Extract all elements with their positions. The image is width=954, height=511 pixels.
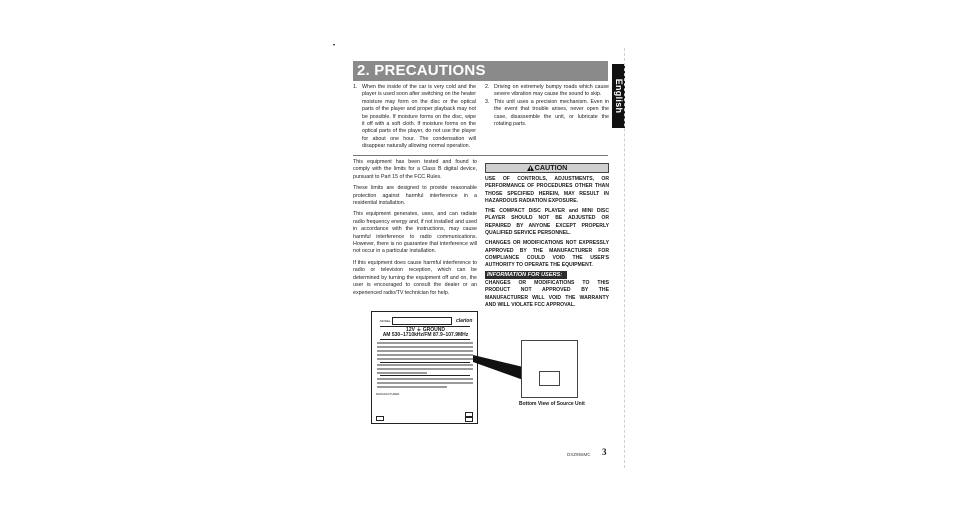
fcc-paragraph: This equipment generates, uses, and can radiate radio frequency energy and, if not installed and used in accordance with the instructions, may cause harmful interference to radio communications. However, there is no guarantee that interference will not occur in a particular installation.	[353, 211, 477, 255]
caution-title: CAUTION	[534, 163, 568, 172]
label-position-marker	[539, 371, 560, 386]
caution-paragraph: USE OF CONTROLS, ADJUSTMENTS, OR PERFORMANCE OF PROCEDURES OTHER THAN THOSE SPECIFIED HEREIN, MAY RESULT IN HAZARDOUS RADIATION EXPOSURE.	[485, 176, 609, 204]
label-model-text: MODEL	[380, 319, 391, 323]
page-dot: •	[333, 43, 336, 49]
precaution-text: Driving on extremely bumpy roads which cause severe vibration may cause the sound to skip.	[494, 84, 609, 98]
label-band: AM 530–1710kHz/FM 87.9–107.9MHz	[382, 332, 469, 338]
precaution-number: 3.	[485, 98, 490, 105]
language-tab-label: English	[613, 78, 624, 114]
info-paragraph: CHANGES OR MODIFICATIONS TO THIS PRODUCT NOT APPROVED BY THE MANUFACTURER WILL VOID THE WARRANTY AND WILL VIOLATE FCC APPROVAL.	[485, 280, 609, 308]
precaution-number: 1.	[353, 84, 358, 90]
source-unit-bottom-view	[521, 340, 578, 398]
page-number: 3	[602, 447, 607, 457]
precaution-text: When the inside of the car is very cold and the player is used soon after switching on the heater moisture may form on the disc or the optical parts of the player and proper playback may not be possible. If moisture forms on the disc, wipe it off with a soft cloth. If moisture forms on the optical parts of the player, do not use the player for about one hour. The condensation will disappear naturally allowing normal operation.	[362, 84, 476, 150]
info-for-users-heading: INFORMATION FOR USERS:	[485, 271, 567, 279]
unit-caption: Bottom View of Source Unit	[519, 401, 585, 407]
precaution-text: This unit uses a precision mechanism. Even in the event that trouble arises, never open the case, disassemble the unit, or lubricate the rotating parts.	[494, 98, 609, 128]
model-code: DXZ955MC	[567, 452, 591, 457]
label-manufactured: MANUFACTURED:	[376, 392, 401, 396]
caution-paragraph: THE COMPACT DISC PLAYER and MINI DISC PLAYER SHOULD NOT BE ADJUSTED OR REPAIRED BY ANYONE EXCEPT PROPERLY QUALIFIED SERVICE PERSONNEL.	[485, 208, 609, 237]
caution-paragraph: CHANGES OR MODIFICATIONS NOT EXPRESSLY APPROVED BY THE MANUFACTURER FOR COMPLIANCE COULD VOID THE USER'S AUTHORITY TO OPERATE THE EQUIPMENT.	[485, 240, 609, 269]
fcc-paragraph: These limits are designed to provide reasonable protection against harmful interference in a residential installation.	[353, 185, 477, 207]
fcc-paragraph: This equipment has been tested and found to comply with the limits for a Class B digital device, pursuant to Part 15 of the FCC Rules.	[353, 159, 477, 180]
label-power: 12V ⏚ GROUND	[406, 327, 445, 333]
fcc-paragraph: If this equipment does cause harmful interference to radio or television reception, which can be determined by turning the equipment off and on, the user is encouraged to consult the dealer or an experienced radio/TV technician for help.	[353, 259, 477, 296]
precaution-number: 2.	[485, 84, 490, 90]
section-title: 2. PRECAUTIONS	[353, 61, 608, 81]
label-brand-logo: clarion	[456, 318, 473, 324]
